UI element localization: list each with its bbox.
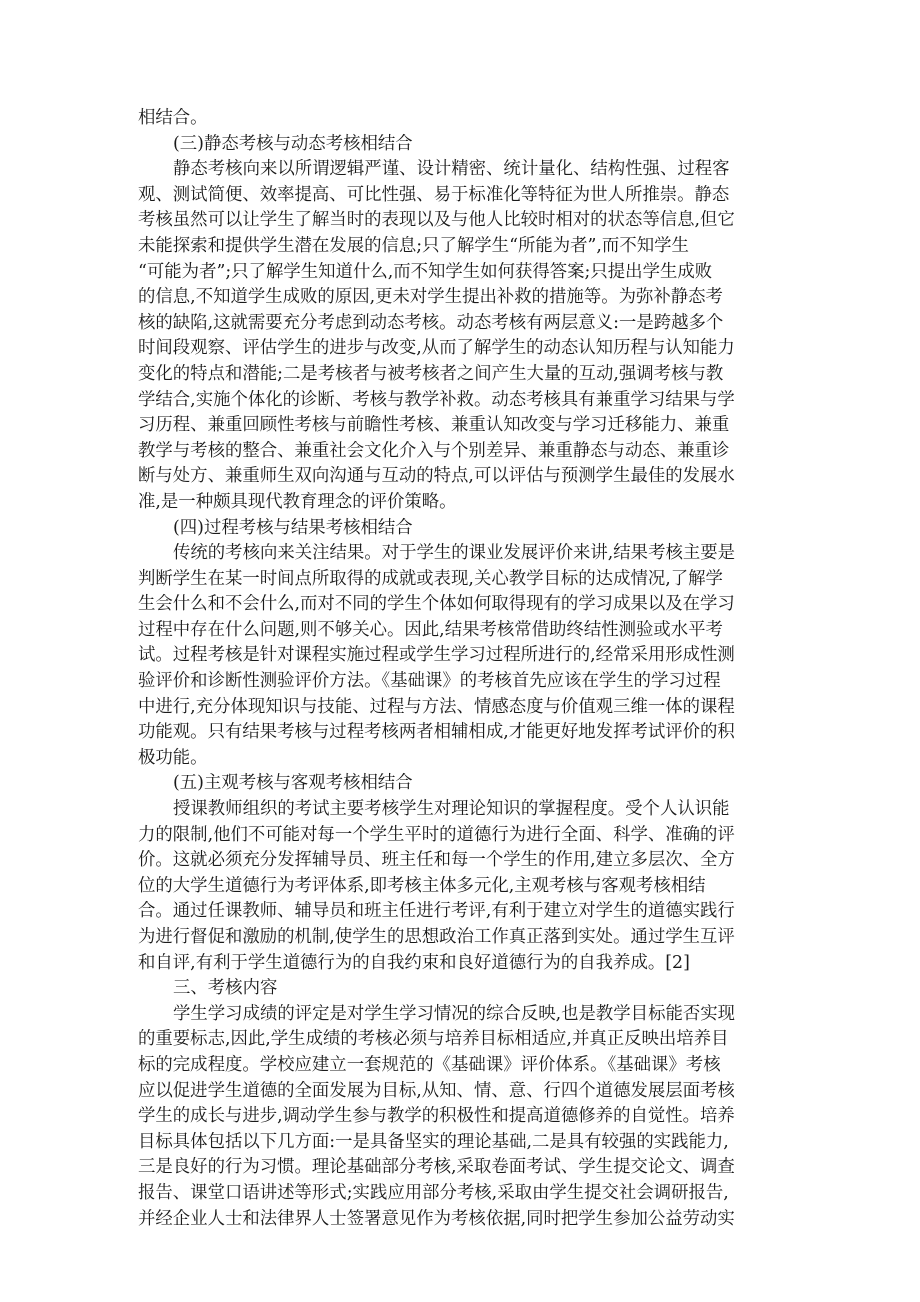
text-line: (四)过程考核与结果考核相结合 — [173, 517, 413, 538]
text-line: 并经企业人士和法律界人士签署意见作为考核依据,同时把学生参加公益劳动实 — [138, 1208, 735, 1229]
text-line: 价。这就必须充分发挥辅导员、班主任和每一个学生的作用,建立多层次、全方 — [138, 850, 735, 871]
text-line: 中进行,充分体现知识与技能、过程与方法、情感态度与价值观三维一体的课程 — [138, 696, 735, 717]
text-line: 力的限制,他们不可能对每一个学生平时的道德行为进行全面、科学、准确的评 — [138, 824, 735, 845]
text-line: 相结合。 — [138, 108, 208, 128]
text-line: 时间段观察、评估学生的进步与改变,从而了解学生的动态认知历程与认知能力 — [138, 338, 735, 359]
text-line: 的重要标志,因此,学生成绩的考核必须与培养目标相适应,并真正反映出培养目 — [138, 1029, 729, 1050]
text-line: 习历程、兼重回顾性考核与前瞻性考核、兼重认知改变与学习迁移能力、兼重 — [138, 415, 730, 436]
text-line: 报告、课堂口语讲述等形式;实践应用部分考核,采取由学生提交社会调研报告, — [138, 1182, 729, 1203]
text-line: 的信息,不知道学生成败的原因,更未对学生提出补救的措施等。为弥补静态考 — [138, 287, 723, 308]
text-line: 学生学习成绩的评定是对学生学习情况的综合反映,也是教学目标能否实现 — [173, 1003, 736, 1024]
text-line: 断与处方、兼重师生双向沟通与互动的特点,可以评估与预测学生最佳的发展水 — [138, 466, 735, 487]
text-line: 生会什么和不会什么,而对不同的学生个体如何取得现有的学习成果以及在学习 — [138, 594, 735, 615]
text-line: 目标具体包括以下几方面:一是具备坚实的理论基础,二是具有较强的实践能力, — [138, 1131, 729, 1152]
text-line: 三、考核内容 — [173, 978, 278, 999]
text-line: 学结合,实施个体化的诊断、考核与教学补救。动态考核具有兼重学习结果与学 — [138, 389, 735, 410]
text-line: 三是良好的行为习惯。理论基础部分考核,采取卷面考试、学生提交论文、调查 — [138, 1157, 735, 1178]
text-line: 准,是一种颇具现代教育理念的评价策略。 — [138, 491, 457, 512]
text-line: 和自评,有利于学生道德行为的自我约束和良好道德行为的自我养成。[2] — [138, 952, 690, 973]
text-line: 传统的考核向来关注结果。对于学生的课业发展评价来讲,结果考核主要是 — [173, 543, 736, 564]
text-line: 为进行督促和激励的机制,使学生的思想政治工作真正落到实处。通过学生互评 — [138, 927, 735, 947]
text-line: 变化的特点和潜能;二是考核者与被考核者之间产生大量的互动,强调考核与教 — [138, 363, 724, 384]
text-line: 未能探索和提供学生潜在发展的信息;只了解学生“所能为者”,而不知学生 — [138, 235, 689, 256]
document-body — [138, 106, 788, 1232]
text-line: 学生的成长与进步,调动学生参与教学的积极性和提高道德修养的自觉性。培养 — [138, 1106, 735, 1127]
text-line: “可能为者”;只了解学生知道什么,而不知学生如何获得答案;只提出学生成败 — [138, 261, 713, 282]
text-line: 极功能。 — [138, 747, 208, 768]
text-line: 判断学生在某一时间点所取得的成就或表现,关心教学目标的达成情况,了解学 — [138, 568, 723, 589]
text-line: 位的大学生道德行为考评体系,即考核主体多元化,主观考核与客观考核相结 — [138, 875, 706, 896]
text-line: 授课教师组织的考试主要考核学生对理论知识的掌握程度。受个人认识能 — [173, 799, 730, 820]
text-line: 标的完成程度。学校应建立一套规范的《基础课》评价体系。《基础课》考核 — [138, 1054, 721, 1075]
text-line: 教学与考核的整合、兼重社会文化介入与个别差异、兼重静态与动态、兼重诊 — [138, 440, 730, 461]
text-line: 功能观。只有结果考核与过程考核两者相辅相成,才能更好地发挥考试评价的积 — [138, 722, 735, 743]
text-line: 应以促进学生道德的全面发展为目标,从知、情、意、行四个道德发展层面考核 — [138, 1080, 735, 1101]
text-line: 过程中存在什么问题,则不够关心。因此,结果考核常借助终结性测验或水平考 — [138, 619, 723, 640]
text-line: 验评价和诊断性测验评价方法。《基础课》的考核首先应该在学生的学习过程 — [138, 671, 721, 692]
text-line: 合。通过任课教师、辅导员和班主任进行考评,有利于建立对学生的道德实践行 — [138, 901, 735, 922]
text-line: 静态考核向来以所谓逻辑严谨、设计精密、统计量化、结构性强、过程客 — [173, 159, 730, 180]
text-line: 观、测试简便、效率提高、可比性强、易于标准化等特征为世人所推崇。静态 — [138, 184, 730, 205]
text-line: 考核虽然可以让学生了解当时的表现以及与他人比较时相对的状态等信息,但它 — [138, 210, 735, 231]
text-line: (三)静态考核与动态考核相结合 — [173, 133, 413, 154]
text-line: 试。过程考核是针对课程实施过程或学生学习过程所进行的,经常采用形成性测 — [138, 645, 735, 666]
text-line: (五)主观考核与客观考核相结合 — [173, 773, 413, 794]
text-line: 核的缺陷,这就需要充分考虑到动态考核。动态考核有两层意义:一是跨越多个 — [138, 312, 724, 333]
